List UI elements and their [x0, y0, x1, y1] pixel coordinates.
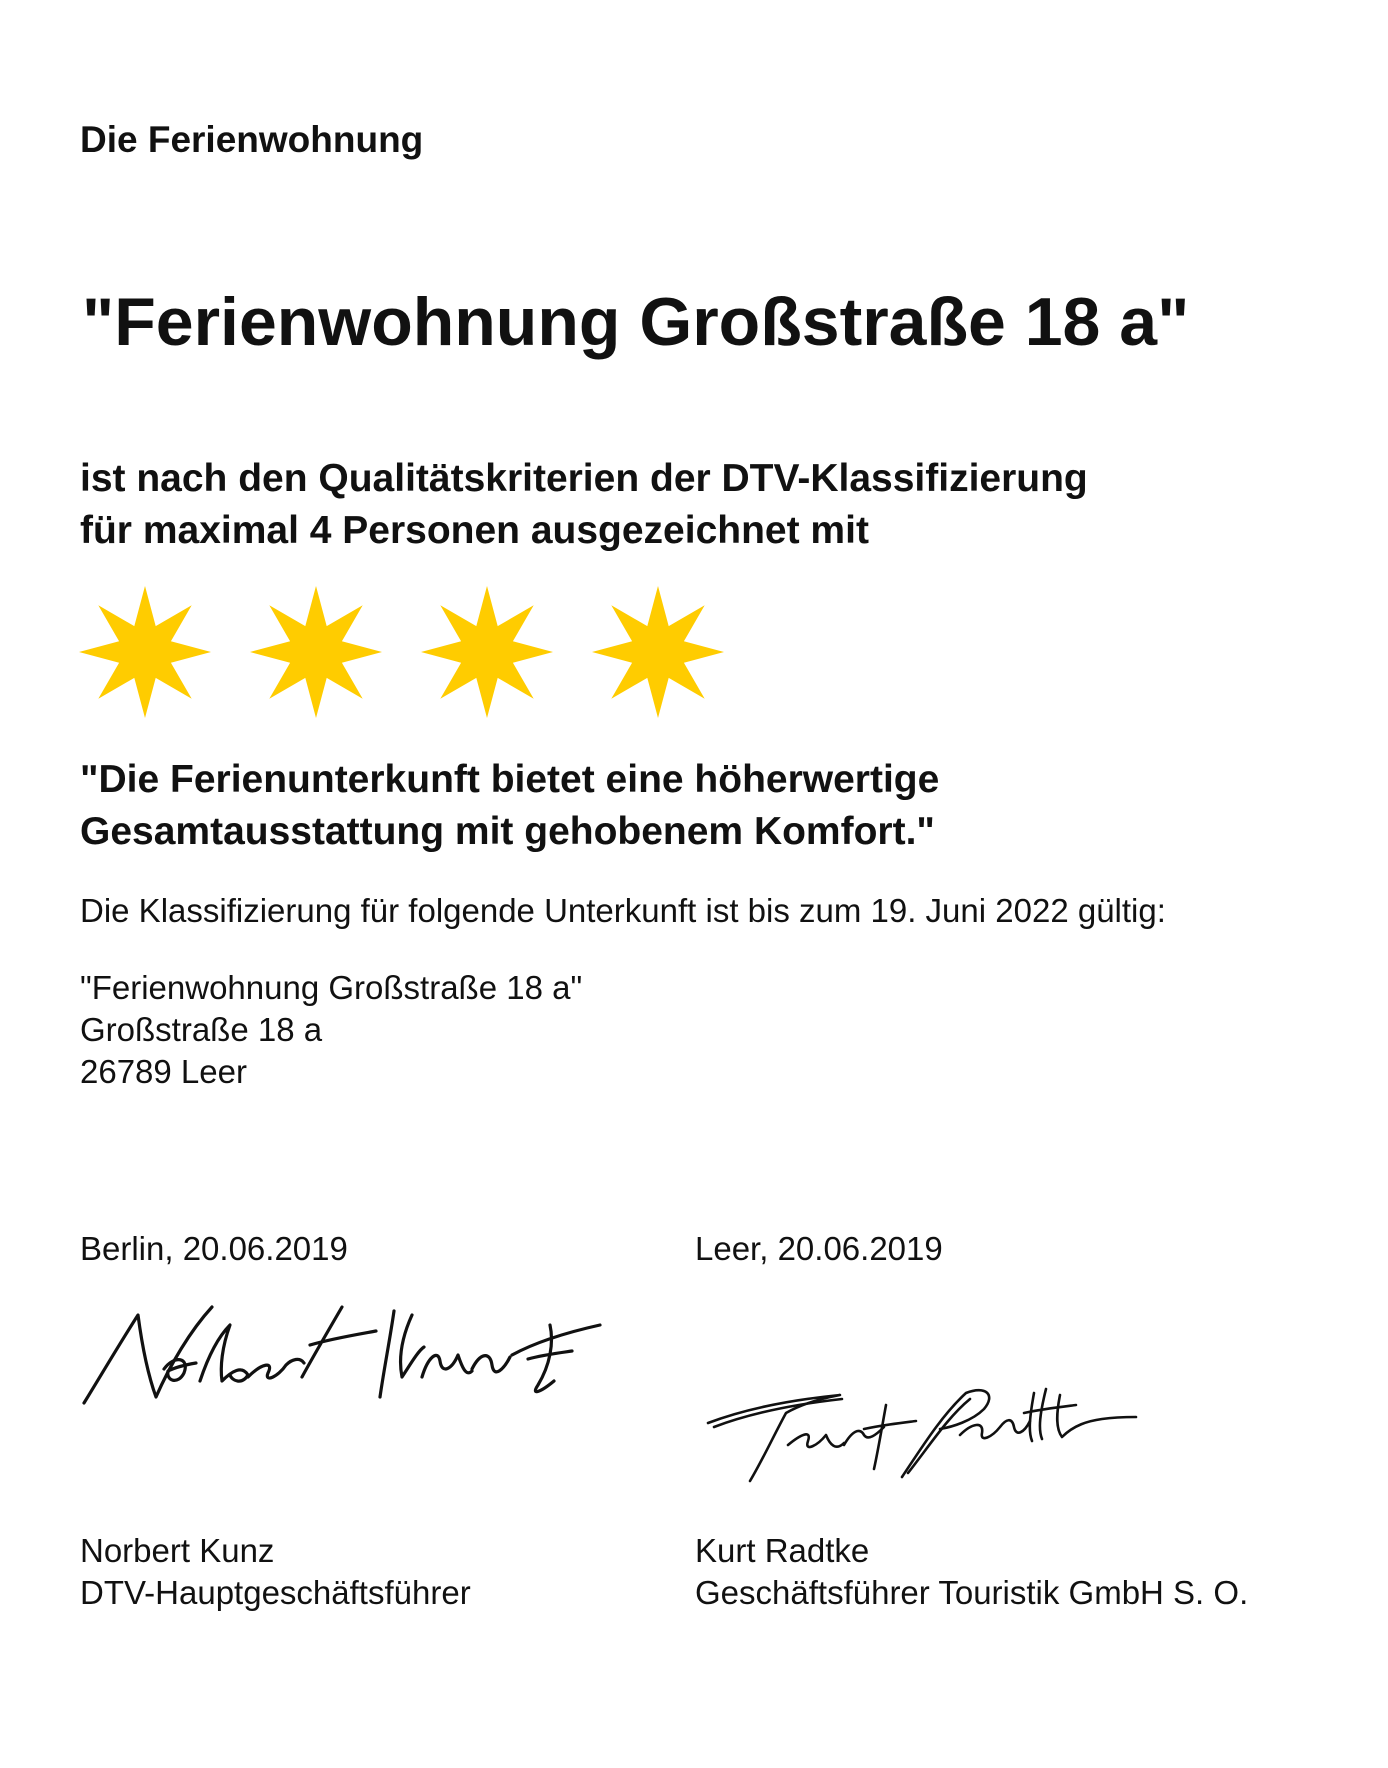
signature-norbert-kunz — [72, 1285, 612, 1435]
address-name: "Ferienwohnung Großstraße 18 a" — [80, 969, 583, 1006]
criteria-statement — [80, 453, 1088, 557]
address-city: 26789 Leer — [80, 1053, 247, 1090]
criteria-line-2: für maximal 4 Personen ausgezeichnet mit — [80, 509, 869, 552]
validity-statement: Die Klassifizierung für folgende Unterkunft ist bis zum 19. Juni 2022 gültig: — [80, 892, 1166, 929]
address-street: Großstraße 18 a — [80, 1011, 323, 1048]
eight-point-star-icon — [592, 586, 724, 718]
property-address — [80, 967, 582, 1093]
signer-left — [80, 1530, 471, 1614]
eight-point-star-icon — [421, 586, 553, 718]
signer-right-name: Kurt Radtke — [695, 1532, 870, 1569]
certificate-intro: Die Ferienwohnung — [80, 119, 424, 160]
quote-line-1: "Die Ferienunterkunft bietet eine höherwertige — [80, 758, 940, 801]
criteria-line-1: ist nach den Qualitätskriterien der DTV-Klassifizierung — [80, 457, 1088, 500]
place-date-right: Leer, 20.06.2019 — [695, 1230, 943, 1267]
quote-line-2: Gesamtausstattung mit gehobenem Komfort." — [80, 810, 935, 853]
eight-point-star-icon — [250, 586, 382, 718]
signer-right — [695, 1530, 1248, 1614]
rating-description — [80, 754, 939, 858]
signer-left-name: Norbert Kunz — [80, 1532, 275, 1569]
star-rating — [78, 585, 738, 720]
signer-left-role: DTV-Hauptgeschäftsführer — [80, 1574, 471, 1611]
eight-point-star-icon — [79, 586, 211, 718]
signature-kurt-radtke — [690, 1365, 1140, 1495]
place-date-left: Berlin, 20.06.2019 — [80, 1230, 348, 1267]
signer-right-role: Geschäftsführer Touristik GmbH S. O. — [695, 1574, 1249, 1611]
property-title: "Ferienwohnung Großstraße 18 a" — [82, 284, 1190, 360]
